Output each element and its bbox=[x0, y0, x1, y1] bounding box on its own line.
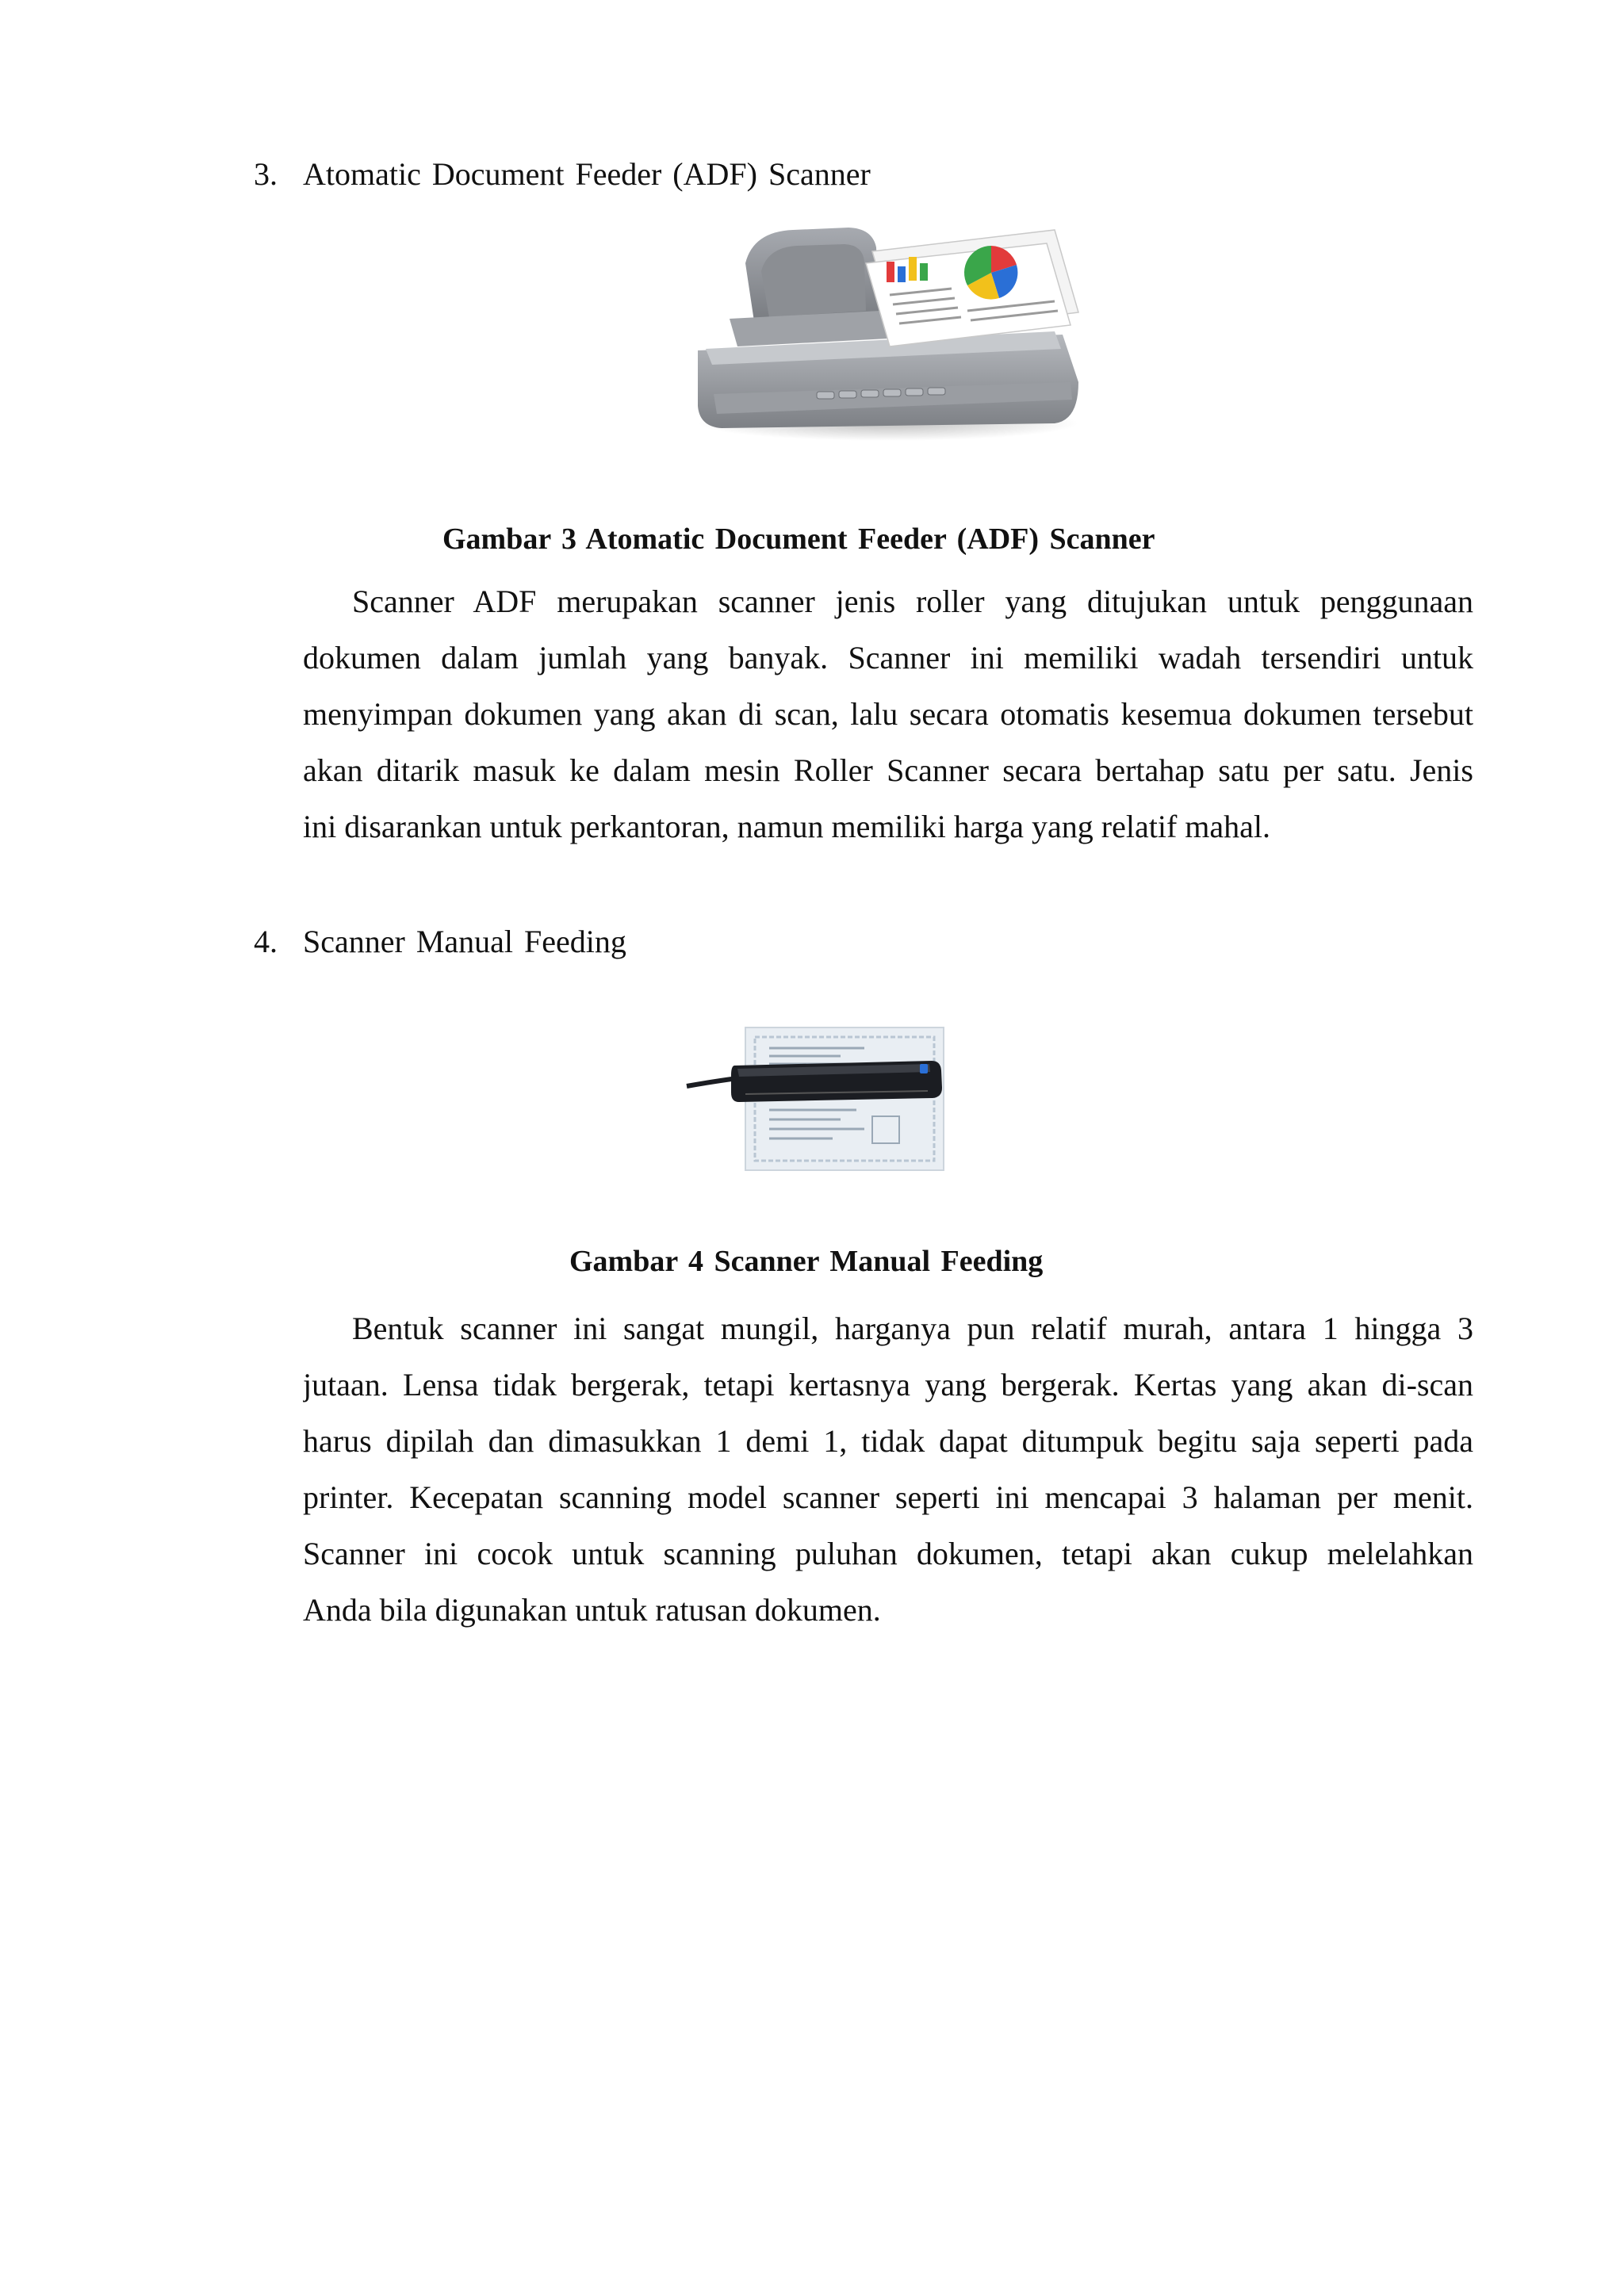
paragraph-line: menyimpan dokumen yang akan di scan, lalu secara otomatis kesemua dokumen tersebut bbox=[303, 696, 1473, 732]
paragraph-line: akan ditarik masuk ke dalam mesin Roller Scanner secara bertahap satu per satu. Jenis bbox=[303, 752, 1473, 788]
figure-4-caption: Gambar 4 Scanner Manual Feeding bbox=[569, 1245, 1044, 1278]
section-4-paragraph bbox=[303, 1300, 1473, 1638]
paragraph-line: jutaan. Lensa tidak bergerak, tetapi kertasnya yang bergerak. Kertas yang akan di-scan bbox=[303, 1367, 1473, 1402]
section-3-heading bbox=[254, 155, 871, 193]
paragraph-line: ini disarankan untuk perkantoran, namun memiliki harga yang relatif mahal. bbox=[303, 809, 1270, 844]
manual-feeding-scanner-image bbox=[682, 1023, 1094, 1173]
paragraph-line: Anda bila digunakan untuk ratusan dokumen. bbox=[303, 1592, 881, 1628]
section-4-title: Scanner Manual Feeding bbox=[303, 924, 626, 959]
section-3-paragraph bbox=[303, 573, 1473, 855]
paragraph-line: Bentuk scanner ini sangat mungil, harganya pun relatif murah, antara 1 hingga 3 bbox=[352, 1311, 1473, 1346]
section-3-title: Atomatic Document Feeder (ADF) Scanner bbox=[303, 156, 871, 192]
section-4-number: 4. bbox=[254, 924, 278, 959]
paragraph-line: dokumen dalam jumlah yang banyak. Scanner ini memiliki wadah tersendiri untuk bbox=[303, 640, 1473, 675]
figure-3-caption: Gambar 3 Atomatic Document Feeder (ADF) Scanner bbox=[442, 522, 1155, 556]
adf-scanner-image bbox=[682, 216, 1094, 453]
paragraph-line: Scanner ini cocok untuk scanning puluhan dokumen, tetapi akan cukup melelahkan bbox=[303, 1536, 1473, 1571]
paragraph-line: printer. Kecepatan scanning model scanner seperti ini mencapai 3 halaman per menit. bbox=[303, 1479, 1473, 1515]
section-3-number: 3. bbox=[254, 156, 278, 192]
paragraph-line: harus dipilah dan dimasukkan 1 demi 1, tidak dapat ditumpuk begitu saja seperti pada bbox=[303, 1423, 1473, 1459]
paragraph-line: Scanner ADF merupakan scanner jenis roller yang ditujukan untuk penggunaan bbox=[352, 584, 1473, 619]
section-4-heading bbox=[254, 923, 626, 961]
